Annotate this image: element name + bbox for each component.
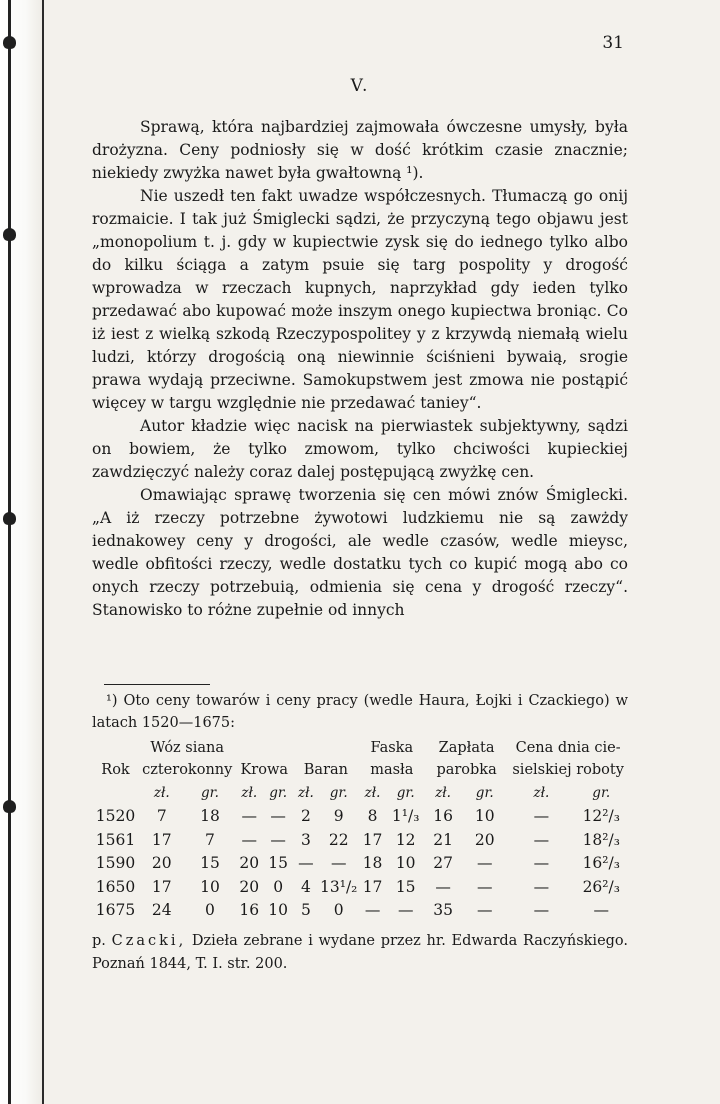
header-cell: Rok xyxy=(101,762,130,778)
unit-cell: zł. xyxy=(153,784,170,801)
header-cell: parobka xyxy=(436,762,497,778)
header-cell: masła xyxy=(370,762,414,778)
value-cell: — xyxy=(298,854,314,873)
value-cell: 10 xyxy=(268,901,288,920)
value-cell: — xyxy=(364,901,381,920)
value-cell: 20 xyxy=(151,854,172,873)
table-row xyxy=(92,829,628,853)
header-cell: Krowa xyxy=(240,762,289,778)
value-cell: — xyxy=(593,901,609,920)
value-cell: 3 xyxy=(300,830,311,849)
unit-cell: zł. xyxy=(533,784,550,801)
value-cell: 15 xyxy=(268,854,288,873)
value-cell: 18 xyxy=(200,807,220,826)
value-cell: — xyxy=(533,807,550,826)
header-cell xyxy=(293,737,359,759)
footnote xyxy=(92,690,628,734)
unit-cell: zł. xyxy=(364,784,381,801)
year-cell: 1675 xyxy=(95,901,136,920)
binding-knot xyxy=(3,512,16,525)
main-text xyxy=(92,116,628,622)
value-cell: 13¹/₂ xyxy=(320,877,358,896)
unit-cell: gr. xyxy=(592,784,611,801)
value-cell: 4 xyxy=(300,877,311,896)
citation-author: Czacki, xyxy=(111,933,187,949)
value-cell: 10 xyxy=(200,877,220,896)
value-cell: 26²/₃ xyxy=(582,877,620,896)
table-row xyxy=(92,899,628,923)
unit-cell: zł. xyxy=(435,784,451,801)
value-cell: 0 xyxy=(205,901,215,920)
table-row xyxy=(92,876,628,900)
value-cell: 35 xyxy=(433,901,453,920)
value-cell: — xyxy=(533,854,550,873)
value-cell: 18 xyxy=(362,854,383,873)
citation-text: Dzieła zebrane i wydane przez hr. Edwarda Raczyńskiego. Poznań 1844, T. I. str. 200. xyxy=(92,933,629,972)
paragraph: Autor kładzie więc nacisk na pierwiastek subjektywny, sądzi on bowiem, że tylko zmowom, tylko chciwości kupieckiej zawdzięczyć należy coraz dalej postępującą zwyżkę cen. xyxy=(92,417,628,481)
value-cell: 16²/₃ xyxy=(582,854,620,873)
value-cell: 7 xyxy=(156,807,167,826)
unit-cell: gr. xyxy=(201,784,219,801)
unit-cell: zł. xyxy=(298,784,314,801)
value-cell: 12 xyxy=(395,830,416,849)
header-cell: czterokonny xyxy=(142,762,233,778)
value-cell: 8 xyxy=(367,807,378,826)
value-cell: 22 xyxy=(328,830,349,849)
year-cell: 1590 xyxy=(95,854,136,873)
value-cell: — xyxy=(241,830,258,849)
year-cell: 1650 xyxy=(95,877,136,896)
table-row xyxy=(92,852,628,876)
value-cell: 5 xyxy=(300,901,311,920)
book-binding-edge xyxy=(0,0,44,1104)
value-cell: 2 xyxy=(300,807,311,826)
value-cell: — xyxy=(435,877,451,896)
value-cell: 9 xyxy=(333,807,344,826)
source-citation xyxy=(92,930,628,976)
citation-prefix: p. xyxy=(92,933,106,949)
binding-thread xyxy=(8,0,11,1104)
paragraph: Sprawą, która najbardziej zajmowała ówczesne umysły, była drożyzna. Ceny podniosły się w dość krótkim czasie znacznie; niekiedy zwyżka nawet była gwałtowną ¹). xyxy=(92,118,628,182)
unit-cell: zł. xyxy=(241,784,258,801)
year-cell: 1561 xyxy=(95,830,136,849)
paragraph: Omawiając sprawę tworzenia się cen mówi znów Śmiglecki. „A iż rzeczy potrzebne żywotowi ludzkiemu nie są zawżdy iednakowey ceny y drogości, ale wedle czasów, wedle mieysc, wedle obfitości rzeczy, wedle dostatku tych co kupić mogą abo co onych rzeczy potrzebuią, odmienia się cena y drogość rzeczy“. Stanowisko to różne zupełnie od innych xyxy=(92,486,628,619)
value-cell: 7 xyxy=(205,830,215,849)
value-cell: 1¹/₃ xyxy=(391,807,420,826)
header-cell: Wóz siana xyxy=(150,740,225,756)
value-cell: — xyxy=(533,877,550,896)
binding-knot xyxy=(3,800,16,813)
value-cell: 12²/₃ xyxy=(582,807,620,826)
binding-knot xyxy=(3,228,16,241)
value-cell: — xyxy=(330,854,347,873)
table-units-row xyxy=(92,781,628,805)
value-cell: — xyxy=(477,854,493,873)
header-cell: Cena dnia cie- xyxy=(515,740,621,756)
value-cell: 17 xyxy=(151,877,172,896)
value-cell: 20 xyxy=(474,830,495,849)
year-cell: 1520 xyxy=(95,807,136,826)
header-cell xyxy=(235,737,293,759)
value-cell: 17 xyxy=(362,830,383,849)
unit-cell: gr. xyxy=(329,784,348,801)
value-cell: 15 xyxy=(200,854,220,873)
value-cell: 10 xyxy=(474,807,495,826)
value-cell: 24 xyxy=(151,901,172,920)
footnote-divider xyxy=(104,684,210,685)
header-cell: Zapłata xyxy=(438,740,495,756)
value-cell: 10 xyxy=(395,854,416,873)
value-cell: — xyxy=(533,901,550,920)
value-cell: 0 xyxy=(333,901,344,920)
value-cell: 18²/₃ xyxy=(582,830,620,849)
header-cell: sielskiej roboty xyxy=(512,762,624,778)
footnote-text: Oto ceny towarów i ceny pracy (wedle Haura, Łojki i Czackiego) w latach 1520—1675: xyxy=(92,693,629,731)
unit-cell: gr. xyxy=(269,784,288,801)
value-cell: — xyxy=(241,807,258,826)
paragraph: Nie uszedł ten fakt uwadze współczesnych. Tłumaczą go onij rozmaicie. I tak już Śmiglecki sądzi, że przyczyną tego objawu jest „monopolium t. j. gdy w kupiectwie zysk się do iednego tylko albo do kilku ściąga a zatym psuie się targ pospolity y drogość wprowadza w rzeczach kupnych, naprzykład gdy ieden tylko przedawać abo kupować może inszym onego kupiectwa broniąc. Co iż iest z wielką szkodą Rzeczypospolitey y z krzywdą niemałą wielu ludzi, którzy drogością oną niewinnie ściśnieni bywaią, srogie prawa wydają przeciwne. Samokupstwem jest zmowa nie postąpić więcey w targu względnie nie przedawać taniey“. xyxy=(92,187,628,412)
header-cell xyxy=(92,737,139,759)
chapter-heading: V. xyxy=(350,76,370,96)
value-cell: 21 xyxy=(433,830,453,849)
header-cell: Baran xyxy=(303,762,348,778)
value-cell: — xyxy=(533,830,550,849)
price-table xyxy=(92,737,628,923)
value-cell: 27 xyxy=(433,854,453,873)
table-header-row xyxy=(92,759,628,781)
table-row xyxy=(92,805,628,829)
value-cell: — xyxy=(477,901,493,920)
unit-cell: gr. xyxy=(396,784,415,801)
value-cell: — xyxy=(270,807,286,826)
page-number: 31 xyxy=(602,33,624,53)
binding-knot xyxy=(3,36,16,49)
value-cell: — xyxy=(270,830,286,849)
value-cell: 20 xyxy=(239,877,260,896)
header-cell: Faska xyxy=(370,740,414,756)
value-cell: 20 xyxy=(239,854,260,873)
value-cell: 17 xyxy=(362,877,383,896)
value-cell: 0 xyxy=(273,877,284,896)
unit-cell: gr. xyxy=(475,784,494,801)
table-header-row xyxy=(92,737,628,759)
footnote-marker: ¹) xyxy=(106,693,118,709)
value-cell: 15 xyxy=(395,877,416,896)
value-cell: — xyxy=(397,901,414,920)
value-cell: — xyxy=(477,877,493,896)
value-cell: 16 xyxy=(239,901,260,920)
unit-cell xyxy=(92,781,139,805)
value-cell: 17 xyxy=(151,830,172,849)
value-cell: 16 xyxy=(433,807,453,826)
